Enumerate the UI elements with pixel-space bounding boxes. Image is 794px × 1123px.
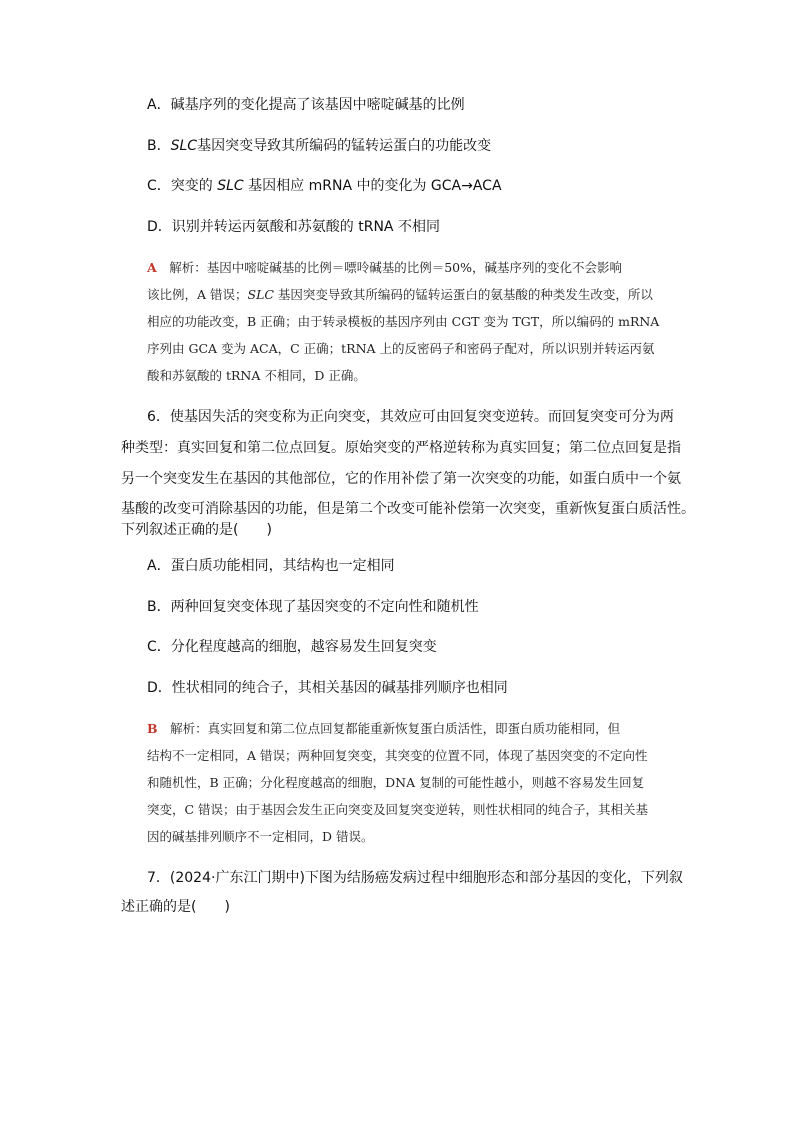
q6-analysis-line-4: 突变，C 错误；由于基因会发生正向突变及回复突变逆转，则性状相同的纯合子，其相关基 (147, 802, 649, 817)
q5-answer: A (147, 260, 157, 275)
q6-stem-line-4: 基酸的改变可消除基因的功能，但是第二个改变可能补偿第一次突变，重新恢复蛋白质活性。 (121, 501, 695, 517)
q6-option-b: B．两种回复突变体现了基因突变的不定向性和随机性 (147, 599, 479, 615)
q5-analysis-line-4: 序列由 GCA 变为 ACA，C 正确；tRNA 上的反密码子和密码子配对，所以识别并转运丙氨 (147, 341, 655, 356)
q5-option-b: B．SLC基因突变导致其所编码的锰转运蛋白的功能改变 (147, 138, 492, 154)
q6-option-c: C．分化程度越高的细胞，越容易发生回复突变 (147, 639, 437, 655)
q5-option-a: A．碱基序列的变化提高了该基因中嘧啶碱基的比例 (147, 97, 465, 113)
q5-analysis-line-2: 该比例，A 错误；SLC 基因突变导致其所编码的锰转运蛋白的氨基酸的种类发生改变，所以 (147, 287, 653, 302)
q6-analysis-line-2: 结构不一定相同，A 错误；两种回复突变，其突变的位置不同，体现了基因突变的不定向性 (147, 748, 648, 763)
q5-option-c: C．突变的 SLC 基因相应 mRNA 中的变化为 GCA→ACA (147, 178, 502, 194)
q5-analysis-line-3: 相应的功能改变，B 正确；由于转录模板的基因序列由 CGT 变为 TGT，所以编码的 mRNA (147, 314, 660, 329)
q6-stem-line-5: 下列叙述正确的是( ) (121, 522, 272, 538)
q5-analysis-line-1: A 解析：基因中嘧啶碱基的比例＝嘌呤碱基的比例＝50%，碱基序列的变化不会影响 (147, 260, 623, 275)
q6-analysis-line-5: 因的碱基排列顺序不一定相同，D 错误。 (147, 829, 374, 844)
q6-option-d: D．性状相同的纯合子，其相关基因的碱基排列顺序也相同 (147, 680, 508, 696)
q7-stem-line-1: 7．(2024·广东江门期中)下图为结肠癌发病过程中细胞形态和部分基因的变化，下列叙 (147, 870, 683, 886)
q6-stem-line-2: 种类型：真实回复和第二位点回复。原始突变的严格逆转称为真实回复；第二位点回复是指 (121, 440, 681, 456)
q6-answer: B (147, 721, 158, 736)
q5-analysis-line-5: 酸和苏氨酸的 tRNA 不相同，D 正确。 (147, 368, 366, 383)
q6-stem-line-3: 另一个突变发生在基因的其他部位，它的作用补偿了第一次突变的功能，如蛋白质中一个氨 (121, 471, 681, 487)
q6-analysis-line-3: 和随机性，B 正确；分化程度越高的细胞，DNA 复制的可能性越小，则越不容易发生回复 (147, 775, 645, 790)
q7-stem-line-2: 述正确的是( ) (121, 899, 230, 915)
q6-analysis-line-1: B 解析：真实回复和第二位点回复都能重新恢复蛋白质活性，即蛋白质功能相同，但 (147, 721, 621, 736)
q5-option-d: D．识别并转运丙氨酸和苏氨酸的 tRNA 不相同 (147, 219, 440, 235)
q6-stem-line-1: 6．使基因失活的突变称为正向突变，其效应可由回复突变逆转。而回复突变可分为两 (147, 409, 674, 425)
q6-option-a: A．蛋白质功能相同，其结构也一定相同 (147, 558, 395, 574)
